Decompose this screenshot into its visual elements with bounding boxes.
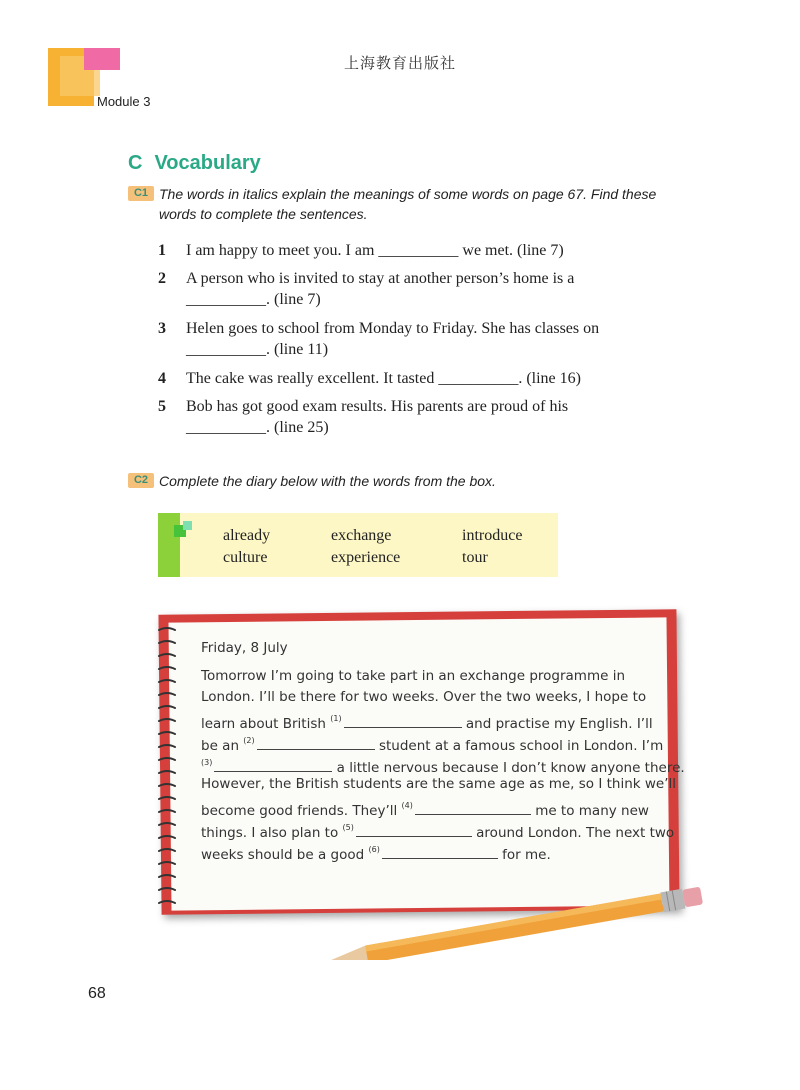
c2-instruction: Complete the diary below with the words from the box.	[159, 473, 496, 489]
word-item: culture	[223, 549, 268, 566]
diary-text: and practise my English. I’ll	[465, 716, 653, 732]
word-box	[158, 513, 558, 577]
answer-blank[interactable]	[382, 845, 498, 859]
question-text: The cake was really excellent. It tasted __________. (line 16)	[186, 370, 581, 387]
word-item: experience	[331, 549, 401, 566]
word-item: exchange	[331, 527, 392, 544]
c2-tag: C2	[128, 473, 154, 488]
section-heading: Vocabulary	[154, 152, 261, 174]
blank-number: (1)	[330, 714, 342, 723]
word-box-bar	[158, 513, 180, 577]
spiral-binding	[156, 622, 178, 912]
diary-text: become good friends. They’ll	[201, 803, 398, 819]
question-text: Helen goes to school from Monday to Friday. She has classes on	[186, 320, 600, 337]
pencil-icon	[300, 870, 720, 960]
module-label: Module 3	[97, 94, 151, 109]
answer-blank[interactable]	[214, 758, 332, 772]
diary-text: learn about British	[201, 716, 326, 732]
blank-number: (3)	[201, 758, 213, 767]
c1-instruction-line2: words to complete the sentences.	[159, 206, 368, 222]
diary-text: me to many new	[535, 803, 649, 819]
diary-text: be an	[201, 738, 239, 754]
question-text-cont: __________. (line 11)	[186, 341, 329, 358]
word-item: tour	[462, 549, 488, 566]
diary-text: student at a famous school in London. I’m	[378, 738, 664, 754]
blank-number: (6)	[368, 845, 380, 854]
word-box-decoration	[183, 521, 192, 530]
answer-blank[interactable]	[356, 823, 472, 837]
question-number: 4	[158, 370, 166, 387]
question-text-cont: __________. (line 7)	[186, 291, 321, 308]
diary-text: around London. The next two	[476, 825, 675, 841]
answer-blank[interactable]	[415, 801, 531, 815]
section-title	[128, 152, 261, 175]
question-text: I am happy to meet you. I am __________ we met. (line 7)	[186, 242, 564, 259]
question-text-cont: __________. (line 25)	[186, 419, 329, 436]
question-number: 5	[158, 398, 166, 415]
diary-date: Friday, 8 July	[201, 640, 288, 656]
question-text: A person who is invited to stay at another person’s home is a	[186, 270, 575, 287]
question-number: 2	[158, 270, 166, 287]
word-item: already	[223, 527, 271, 544]
question-number: 3	[158, 320, 166, 337]
diary-text: for me.	[502, 847, 551, 863]
blank-number: (2)	[243, 736, 255, 745]
diary-text: weeks should be a good	[201, 847, 365, 863]
diary-line	[201, 839, 551, 867]
diary-text: things. I also plan to	[201, 825, 339, 841]
blank-number: (5)	[342, 823, 354, 832]
diary-line: London. I’ll be there for two weeks. Over the two weeks, I hope to	[201, 689, 647, 705]
publisher-name: 上海教育出版社	[343, 54, 456, 72]
page-number: 68	[88, 985, 106, 1002]
question-text: Bob has got good exam results. His parents are proud of his	[186, 398, 569, 415]
c1-instruction-line1: The words in italics explain the meanings of some words on page 67. Find these	[159, 186, 657, 202]
diary-line: However, the British students are the same age as me, so I think we’ll	[201, 776, 677, 792]
section-letter: C	[128, 152, 143, 174]
answer-blank[interactable]	[344, 714, 462, 728]
blank-number: (4)	[401, 801, 413, 810]
word-item: introduce	[462, 527, 523, 544]
question-number: 1	[158, 242, 166, 259]
diary-text: a little nervous because I don’t know anyone there.	[336, 760, 685, 776]
c1-tag: C1	[128, 186, 154, 201]
answer-blank[interactable]	[257, 736, 375, 750]
diary-line: Tomorrow I’m going to take part in an exchange programme in	[201, 668, 626, 684]
